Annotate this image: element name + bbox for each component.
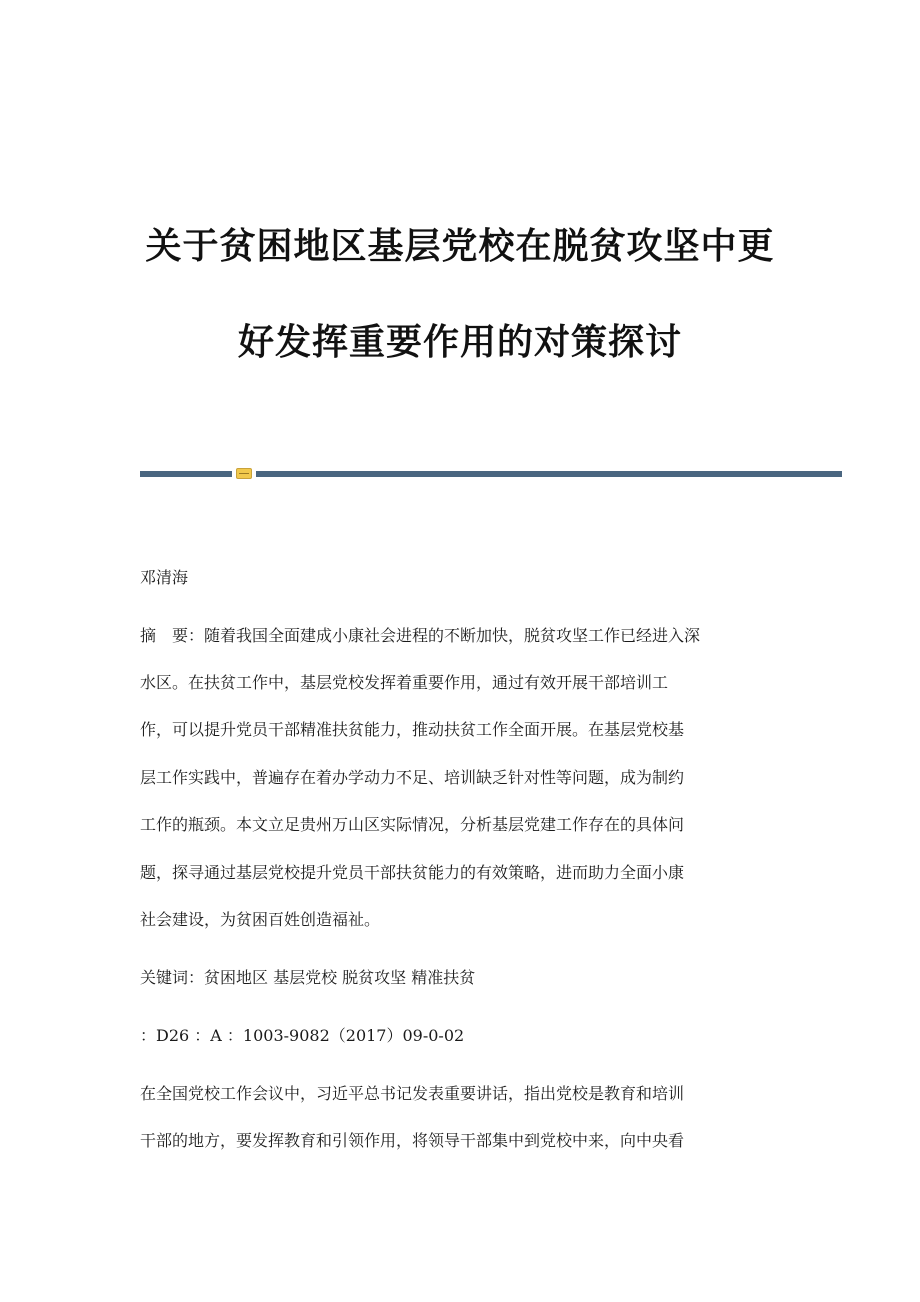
abstract-line: 水区。在扶贫工作中，基层党校发挥着重要作用，通过有效开展干部培训工 (140, 673, 669, 692)
abstract-line: 社会建设，为贫困百姓创造福祉。 (140, 910, 381, 929)
title-divider (140, 466, 842, 480)
abstract-line: 工作的瓶颈。本文立足贵州万山区实际情况，分析基层党建工作存在的具体问 (140, 815, 685, 834)
document-title-line-2: 好发挥重要作用的对策探讨 (237, 322, 682, 363)
divider-bar-left (140, 471, 232, 477)
abstract-line: 作，可以提升党员干部精准扶贫能力，推动扶贫工作全面开展。在基层党校基 (140, 720, 685, 739)
body-paragraph-line: 在全国党校工作会议中，习近平总书记发表重要讲话，指出党校是教育和培训 (140, 1084, 685, 1103)
keywords-line: 关键词：贫困地区 基层党校 脱贫攻坚 精准扶贫 (140, 968, 476, 987)
document-title-line-1: 关于贫困地区基层党校在脱贫攻坚中更 (145, 226, 775, 267)
body-paragraph-line: 干部的地方，要发挥教育和引领作用，将领导干部集中到党校中来，向中央看 (140, 1131, 685, 1150)
abstract-line: 题，探寻通过基层党校提升党员干部扶贫能力的有效策略，进而助力全面小康 (140, 863, 685, 882)
divider-ornament-icon (236, 468, 252, 479)
divider-bar-right (256, 471, 842, 477)
abstract-line: 摘 要：随着我国全面建成小康社会进程的不断加快，脱贫攻坚工作已经进入深 (140, 626, 701, 645)
classification-line: ：D26 ：A ：1003-9082（2017）09-0-02 (140, 1026, 465, 1045)
abstract-line: 层工作实践中，普遍存在着办学动力不足、培训缺乏针对性等问题，成为制约 (140, 768, 685, 787)
author-name: 邓清海 (140, 568, 189, 587)
